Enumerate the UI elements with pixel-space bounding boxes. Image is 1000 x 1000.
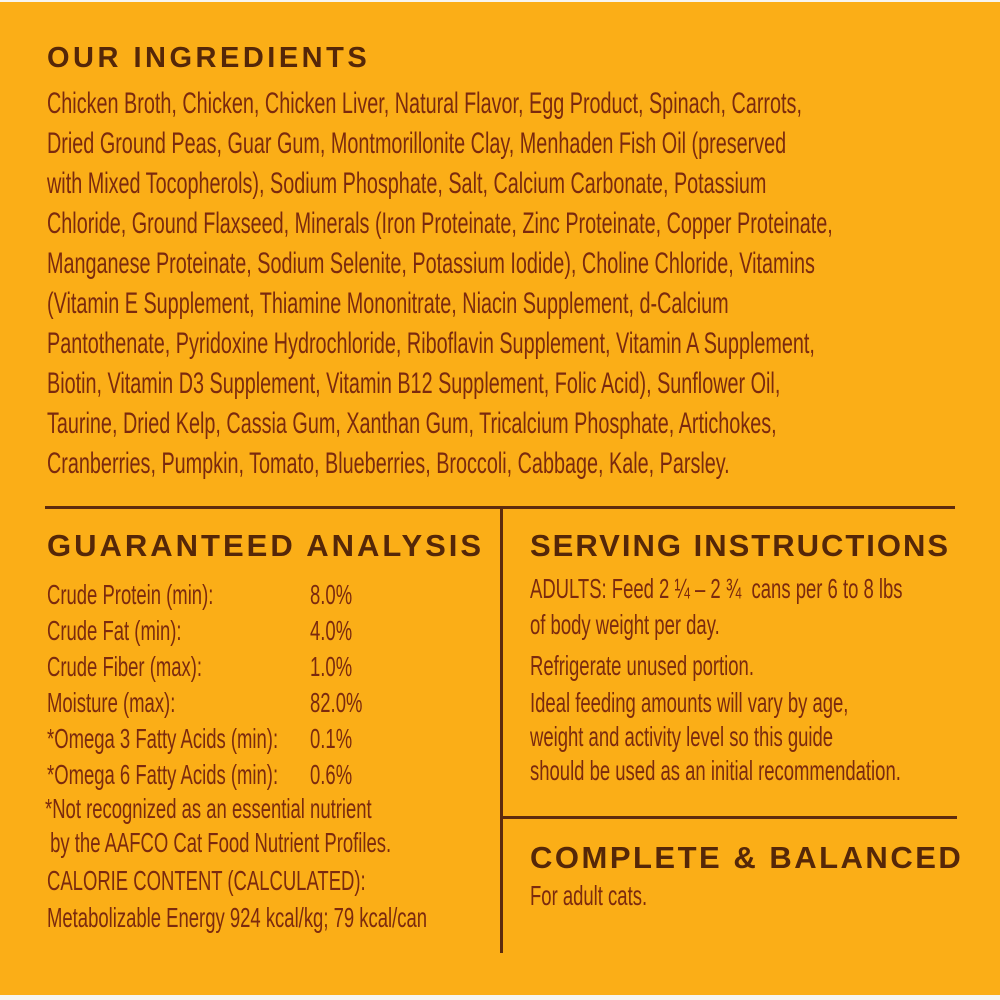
serving-line-text: ADULTS: Feed 2 ¼ – 2 ¾ cans per 6 to 8 lbs [530, 573, 903, 604]
analysis-label: *Omega 3 Fatty Acids (min): [47, 723, 279, 754]
footnote-line [45, 826, 569, 860]
analysis-row [47, 685, 487, 721]
serving-paragraph-ideal-amounts [530, 686, 1000, 788]
guaranteed-analysis-title: GUARANTEED ANALYSIS [47, 528, 485, 563]
serving-paragraph-refrigerate [530, 648, 869, 684]
complete-balanced-text [530, 879, 707, 913]
ingredients-line [47, 364, 1000, 404]
label-bottom-edge [0, 995, 1000, 1000]
ingredients-line [47, 444, 1000, 484]
aafco-footnote [45, 792, 569, 860]
analysis-value: 8.0% [310, 579, 353, 610]
analysis-value: 4.0% [310, 615, 353, 646]
ingredients-title: OUR INGREDIENTS [47, 42, 371, 74]
calorie-content-heading [47, 864, 530, 898]
analysis-row [47, 577, 487, 613]
ingredients-line [47, 404, 1000, 444]
serving-line [530, 720, 1000, 754]
complete-balanced-text-inner: For adult cats. [530, 880, 648, 911]
serving-line-text: Ideal feeding amounts will vary by age, [530, 687, 849, 718]
ingredients-line [47, 84, 1000, 124]
analysis-value: 0.1% [310, 723, 353, 754]
analysis-row [47, 721, 487, 757]
analysis-value: 0.6% [310, 759, 353, 790]
ingredients-line [47, 164, 1000, 204]
complete-balanced-title: COMPLETE & BALANCED [530, 840, 964, 875]
analysis-label: *Omega 6 Fatty Acids (min): [47, 759, 279, 790]
serving-line-text: Refrigerate unused portion. [530, 650, 754, 681]
serving-line-text: should be used as an initial recommendation. [530, 755, 901, 786]
ingredients-line-text: with Mixed Tocopherols), Sodium Phosphate, Salt, Calcium Carbonate, Potassium [47, 167, 767, 200]
ingredients-line-text: Biotin, Vitamin D3 Supplement, Vitamin B12 Supplement, Folic Acid), Sunflower Oil, [47, 367, 781, 400]
ingredients-line [47, 204, 1000, 244]
analysis-value: 1.0% [310, 651, 353, 682]
calorie-content-value-text: Metabolizable Energy 924 kcal/kg; 79 kcal/can [47, 902, 428, 933]
serving-line [530, 571, 1000, 607]
analysis-label: Moisture (max): [47, 687, 176, 718]
ingredients-line-text: Dried Ground Peas, Guar Gum, Montmorillonite Clay, Menhaden Fish Oil (preserved [47, 127, 787, 160]
analysis-label: Crude Fat (min): [47, 615, 182, 646]
analysis-label: Crude Fiber (max): [47, 651, 203, 682]
ingredients-line-text: (Vitamin E Supplement, Thiamine Mononitrate, Niacin Supplement, d-Calcium [47, 287, 729, 320]
serving-instructions-title: SERVING INSTRUCTIONS [530, 528, 951, 563]
footnote-line-text: by the AAFCO Cat Food Nutrient Profiles. [45, 827, 392, 858]
calorie-content-heading-text: CALORIE CONTENT (CALCULATED): [47, 865, 366, 896]
ingredients-line [47, 284, 1000, 324]
analysis-row [47, 649, 487, 685]
ingredients-paragraph [47, 84, 1000, 484]
analysis-row [47, 613, 487, 649]
ingredients-line-text: Pantothenate, Pyridoxine Hydrochloride, Riboflavin Supplement, Vitamin A Supplement, [47, 327, 815, 360]
footnote-line-text: *Not recognized as an essential nutrient [45, 793, 372, 824]
serving-line [530, 686, 1000, 720]
ingredients-line-text: Cranberries, Pumpkin, Tomato, Blueberries, Broccoli, Cabbage, Kale, Parsley. [47, 447, 730, 480]
serving-line-text: of body weight per day. [530, 609, 720, 640]
ingredients-line-text: Taurine, Dried Kelp, Cassia Gum, Xanthan Gum, Tricalcium Phosphate, Artichokes, [47, 407, 777, 440]
footnote-line [45, 792, 569, 826]
analysis-value: 82.0% [310, 687, 363, 718]
serving-line [530, 754, 1000, 788]
label-top-edge [0, 0, 1000, 2]
ingredients-line [47, 244, 1000, 284]
serving-line [530, 607, 1000, 643]
analysis-row [47, 757, 487, 793]
analysis-label: Crude Protein (min): [47, 579, 214, 610]
serving-line-text: weight and activity level so this guide [530, 721, 834, 752]
serving-line [530, 648, 869, 684]
ingredients-line-text: Chicken Broth, Chicken, Chicken Liver, Natural Flavor, Egg Product, Spinach, Carrots, [47, 87, 802, 120]
ingredients-line-text: Manganese Proteinate, Sodium Selenite, Potassium Iodide), Choline Chloride, Vitamins [47, 247, 815, 280]
ingredients-line [47, 124, 1000, 164]
ingredients-line [47, 324, 1000, 364]
ingredients-line-text: Chloride, Ground Flaxseed, Minerals (Iron Proteinate, Zinc Proteinate, Copper Proteinate, [47, 207, 833, 240]
serving-paragraph-adults [530, 571, 1000, 643]
guaranteed-analysis-table [47, 577, 487, 793]
